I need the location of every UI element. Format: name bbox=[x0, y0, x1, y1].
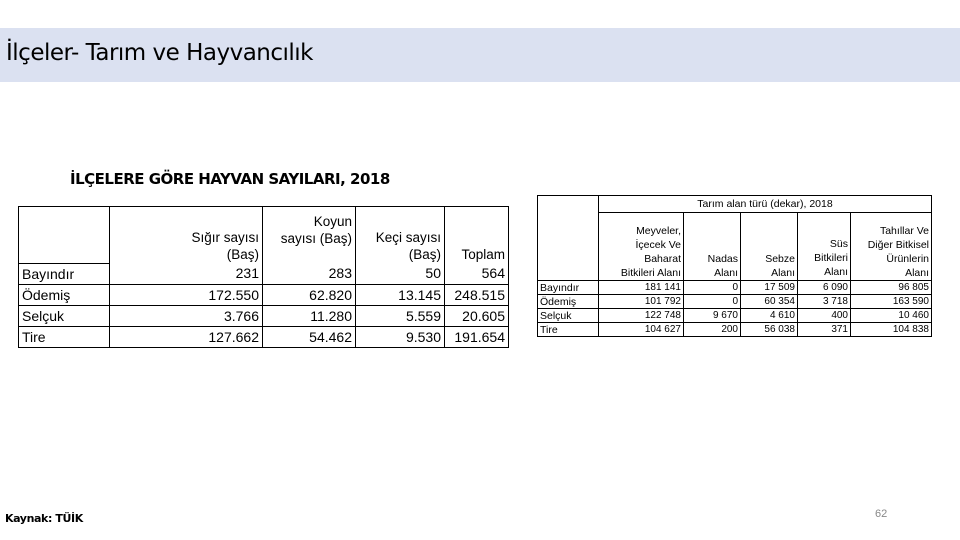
table-row bbox=[19, 284, 509, 305]
cell-value: 54.462 bbox=[263, 326, 356, 347]
header-line: Koyun bbox=[313, 214, 352, 229]
livestock-header-goat bbox=[356, 207, 445, 264]
cell-value: 17 509 bbox=[741, 281, 798, 295]
header-line: Sığır sayısı bbox=[191, 230, 259, 245]
cell-value: 104 627 bbox=[599, 323, 684, 337]
cell-value: 5.559 bbox=[356, 305, 445, 326]
table-row bbox=[19, 263, 509, 284]
cell-value: 20.605 bbox=[445, 305, 509, 326]
cell-value: 248.515 bbox=[445, 284, 509, 305]
cell-value: 0 bbox=[684, 281, 741, 295]
farmland-caption: Tarım alan türü (dekar), 2018 bbox=[599, 196, 932, 213]
cell-value: 191.654 bbox=[445, 326, 509, 347]
livestock-header-total bbox=[445, 207, 509, 264]
cell-value: 564 bbox=[445, 263, 509, 284]
farmland-header-cereals bbox=[851, 213, 932, 281]
header-line: Alanı bbox=[824, 266, 848, 278]
header-line: (Baş) bbox=[408, 247, 441, 262]
page-title: İlçeler- Tarım ve Hayvancılık bbox=[6, 40, 313, 66]
header-line: Bitkileri bbox=[814, 252, 848, 264]
farmland-header-fruits bbox=[599, 213, 684, 281]
cell-value: 96 805 bbox=[851, 281, 932, 295]
cell-value: 56 038 bbox=[741, 323, 798, 337]
header-line: Tahıllar Ve bbox=[879, 225, 929, 237]
header-line: Bitkileri Alanı bbox=[620, 267, 681, 279]
table-row bbox=[538, 323, 932, 337]
cell-value: 163 590 bbox=[851, 295, 932, 309]
header-line: Ürünlerin bbox=[886, 253, 929, 265]
header-line: Alanı bbox=[905, 267, 929, 279]
cell-value: 371 bbox=[798, 323, 851, 337]
header-line: sayısı (Baş) bbox=[280, 231, 352, 246]
farmland-caption-row bbox=[538, 196, 932, 213]
cell-value: 9.530 bbox=[356, 326, 445, 347]
cell-value: 200 bbox=[684, 323, 741, 337]
cell-value: 0 bbox=[684, 295, 741, 309]
district-name: Bayındır bbox=[19, 263, 110, 284]
farmland-header-empty bbox=[538, 196, 599, 281]
header-line: Alanı bbox=[714, 267, 738, 279]
cell-value: 104 838 bbox=[851, 323, 932, 337]
header-line: Nadas bbox=[707, 253, 738, 265]
farmland-header-ornamental bbox=[798, 213, 851, 281]
cell-value: 101 792 bbox=[599, 295, 684, 309]
header-line: İçecek Ve bbox=[635, 239, 681, 251]
district-name: Bayındır bbox=[538, 281, 599, 295]
header-line: Alanı bbox=[771, 267, 795, 279]
title-band bbox=[0, 28, 960, 82]
cell-value: 4 610 bbox=[741, 309, 798, 323]
table-row bbox=[538, 281, 932, 295]
district-name: Selçuk bbox=[19, 305, 110, 326]
cell-value: 283 bbox=[263, 263, 356, 284]
livestock-header-sheep bbox=[263, 207, 356, 264]
header-line: Baharat bbox=[644, 253, 681, 265]
livestock-header-row bbox=[19, 207, 509, 264]
cell-value: 50 bbox=[356, 263, 445, 284]
header-line: (Baş) bbox=[226, 247, 259, 262]
cell-value: 400 bbox=[798, 309, 851, 323]
district-name: Selçuk bbox=[538, 309, 599, 323]
farmland-table bbox=[537, 195, 932, 337]
table-row bbox=[19, 326, 509, 347]
cell-value: 172.550 bbox=[110, 284, 263, 305]
livestock-table bbox=[18, 206, 509, 348]
table-row bbox=[538, 309, 932, 323]
header-line: Diğer Bitkisel bbox=[867, 239, 929, 251]
source-note: Kaynak: TÜİK bbox=[5, 512, 83, 525]
cell-value: 3.766 bbox=[110, 305, 263, 326]
livestock-header-cattle bbox=[110, 207, 263, 264]
livestock-table-title: İLÇELERE GÖRE HAYVAN SAYILARI, 2018 bbox=[70, 170, 390, 188]
cell-value: 60 354 bbox=[741, 295, 798, 309]
cell-value: 181 141 bbox=[599, 281, 684, 295]
table-row bbox=[538, 295, 932, 309]
header-line: Toplam bbox=[461, 247, 505, 262]
farmland-header-fallow bbox=[684, 213, 741, 281]
district-name: Ödemiş bbox=[19, 284, 110, 305]
cell-value: 3 718 bbox=[798, 295, 851, 309]
table-row bbox=[19, 305, 509, 326]
cell-value: 9 670 bbox=[684, 309, 741, 323]
cell-value: 231 bbox=[110, 263, 263, 284]
header-line: Meyveler, bbox=[636, 225, 681, 237]
header-line: Süs bbox=[829, 238, 848, 250]
cell-value: 11.280 bbox=[263, 305, 356, 326]
farmland-header-vegetable bbox=[741, 213, 798, 281]
district-name: Tire bbox=[19, 326, 110, 347]
cell-value: 13.145 bbox=[356, 284, 445, 305]
cell-value: 127.662 bbox=[110, 326, 263, 347]
page-number: 62 bbox=[875, 508, 888, 520]
livestock-header-empty bbox=[19, 207, 110, 264]
cell-value: 6 090 bbox=[798, 281, 851, 295]
header-line: Keçi sayısı bbox=[375, 230, 441, 245]
cell-value: 10 460 bbox=[851, 309, 932, 323]
header-line: Sebze bbox=[765, 253, 795, 265]
cell-value: 62.820 bbox=[263, 284, 356, 305]
district-name: Ödemiş bbox=[538, 295, 599, 309]
cell-value: 122 748 bbox=[599, 309, 684, 323]
district-name: Tire bbox=[538, 323, 599, 337]
